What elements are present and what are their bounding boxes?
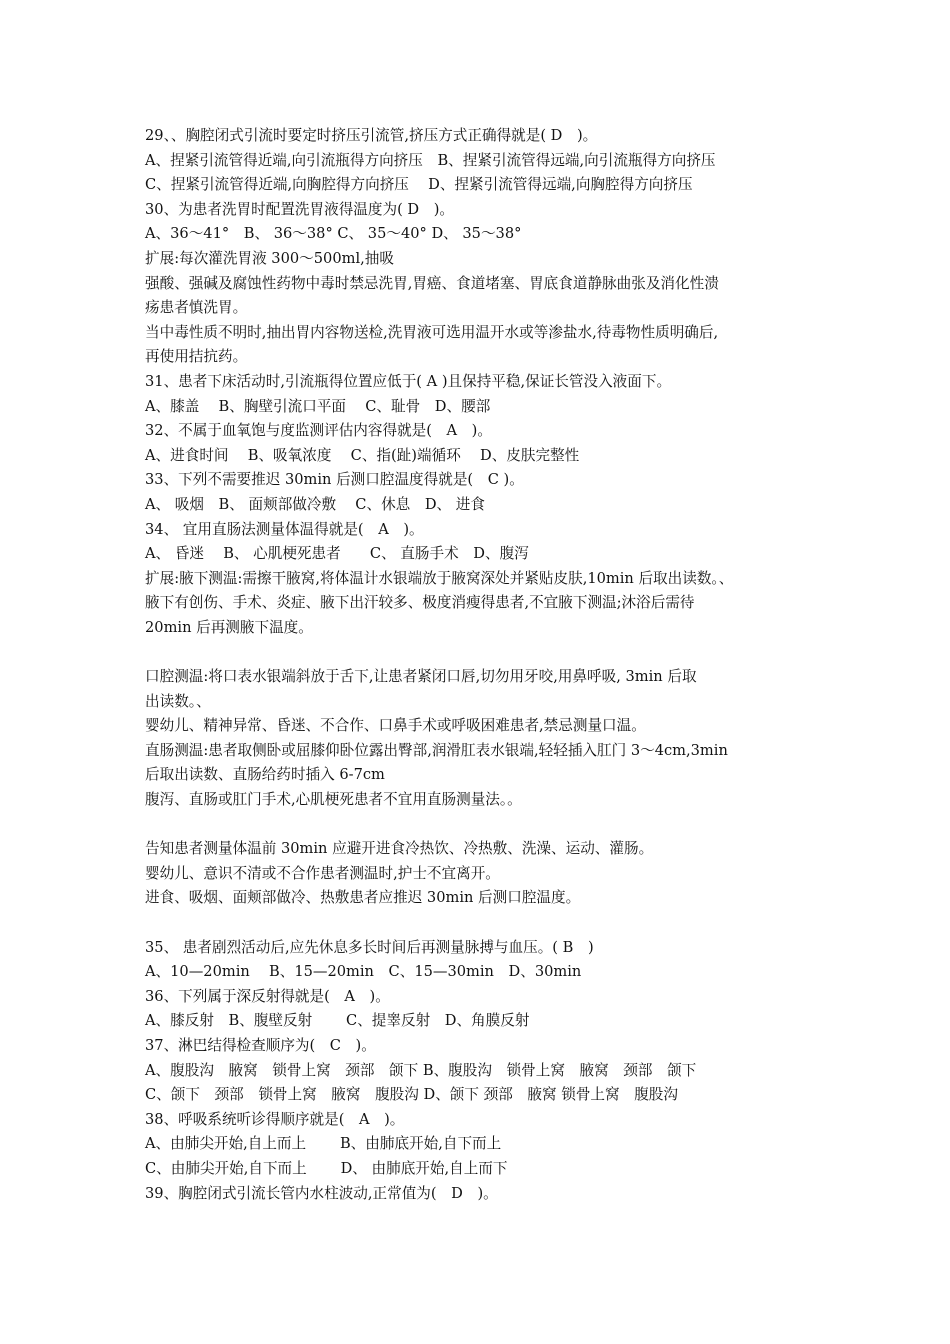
text-line: 婴幼儿、意识不清或不合作患者测温时,护士不宜离开。 bbox=[145, 864, 500, 882]
text-line: 扩展:每次灌洗胃液 300～500ml,抽吸 bbox=[145, 249, 394, 267]
text-line: A、由肺尖开始,自上而上 B、由肺底开始,自下而上 bbox=[145, 1135, 502, 1153]
text-line: 20min 后再测腋下温度。 bbox=[145, 618, 313, 636]
text-line: C、颌下 颈部 锁骨上窝 腋窝 腹股沟 D、颌下 颈部 腋窝 锁骨上窝 腹股沟 bbox=[145, 1086, 678, 1104]
text-line: 38、呼吸系统听诊得顺序就是( A )。 bbox=[145, 1110, 405, 1128]
text-line: 婴幼儿、精神异常、昏迷、不合作、口鼻手术或呼吸困难患者,禁忌测量口温。 bbox=[145, 717, 646, 735]
text-line: A、捏紧引流管得近端,向引流瓶得方向挤压 B、捏紧引流管得远端,向引流瓶得方向挤压 bbox=[145, 151, 716, 169]
text-line: 腋下有创伤、手术、炎症、腋下出汗较多、极度消瘦得患者,不宜腋下测温;沐浴后需待 bbox=[145, 594, 695, 612]
text-line: A、膝反射 B、腹壁反射 C、提睾反射 D、角膜反射 bbox=[145, 1012, 530, 1030]
text-line: C、由肺尖开始,自下而上 D、 由肺底开始,自上而下 bbox=[145, 1159, 508, 1177]
text-line: 39、胸腔闭式引流长管内水柱波动,正常值为( D )。 bbox=[145, 1184, 498, 1202]
text-line: 强酸、强碱及腐蚀性药物中毒时禁忌洗胃,胃癌、食道堵塞、胃底食道静脉曲张及消化性溃 bbox=[145, 274, 719, 292]
text-line: C、捏紧引流管得近端,向胸腔得方向挤压 D、捏紧引流管得远端,向胸腔得方向挤压 bbox=[145, 176, 693, 194]
text-line: A、膝盖 B、胸壁引流口平面 C、耻骨 D、腰部 bbox=[145, 397, 491, 415]
text-line: 口腔测温:将口表水银端斜放于舌下,让患者紧闭口唇,切勿用牙咬,用鼻呼吸, 3min 后取 bbox=[145, 668, 697, 686]
text-line: 进食、吸烟、面颊部做冷、热敷患者应推迟 30min 后测口腔温度。 bbox=[145, 889, 581, 907]
text-line: 疡患者慎洗胃。 bbox=[145, 299, 248, 317]
text-line: A、36～41° B、 36～38° C、 35～40° D、 35～38° bbox=[145, 225, 522, 243]
text-line: A、 昏迷 B、 心肌梗死患者 C、 直肠手术 D、腹泻 bbox=[145, 545, 529, 563]
text-line: A、进食时间 B、吸氧浓度 C、指(趾)端循环 D、皮肤完整性 bbox=[145, 446, 580, 464]
text-line: A、 吸烟 B、 面颊部做冷敷 C、休息 D、 进食 bbox=[145, 495, 485, 513]
text-line: 34、 宜用直肠法测量体温得就是( A )。 bbox=[145, 520, 424, 538]
text-line: 腹泻、直肠或肛门手术,心肌梗死患者不宜用直肠测量法。。 bbox=[145, 791, 522, 809]
text-line: 30、为患者洗胃时配置洗胃液得温度为( D )。 bbox=[145, 200, 454, 218]
text-line: 29、、胸腔闭式引流时要定时挤压引流管,挤压方式正确得就是( D )。 bbox=[145, 127, 598, 144]
text-line: A、10—20min B、15—20min C、15—30min D、30min bbox=[145, 963, 582, 981]
text-line: 36、下列属于深反射得就是( A )。 bbox=[145, 987, 390, 1005]
text-line: 31、患者下床活动时,引流瓶得位置应低于( A )且保持平稳,保证长管没入液面下。 bbox=[145, 372, 672, 390]
document-body bbox=[145, 124, 825, 1206]
text-line: A、腹股沟 腋窝 锁骨上窝 颈部 颌下 B、腹股沟 锁骨上窝 腋窝 颈部 颌下 bbox=[145, 1061, 697, 1079]
text-line: 37、淋巴结得检查顺序为( C )。 bbox=[145, 1036, 376, 1054]
text-line: 当中毒性质不明时,抽出胃内容物送检,洗胃液可选用温开水或等渗盐水,待毒物性质明确后, bbox=[145, 323, 719, 341]
text-line: 32、不属于血氧饱与度监测评估内容得就是( A )。 bbox=[145, 422, 492, 440]
blank-line bbox=[145, 813, 825, 838]
text-line: 35、 患者剧烈活动后,应先休息多长时间后再测量脉搏与血压。( B ) bbox=[145, 938, 594, 956]
blank-line bbox=[145, 911, 825, 936]
text-line: 再使用拮抗药。 bbox=[145, 348, 248, 366]
text-line: 告知患者测量体温前 30min 应避开进食冷热饮、冷热敷、洗澡、运动、灌肠。 bbox=[145, 840, 654, 858]
text-line: 直肠测温:患者取侧卧或屈膝仰卧位露出臀部,润滑肛表水银端,轻轻插入肛门 3～4cm,3min bbox=[145, 741, 728, 759]
text-line: 33、下列不需要推迟 30min 后测口腔温度得就是( C )。 bbox=[145, 471, 524, 489]
text-line: 出读数。、 bbox=[145, 692, 211, 710]
blank-line bbox=[145, 640, 825, 665]
text-line: 后取出读数、直肠给药时插入 6-7cm bbox=[145, 766, 385, 784]
text-line: 扩展:腋下测温:需擦干腋窝,将体温计水银端放于腋窝深处并紧贴皮肤,10min 后取出读数。、 bbox=[145, 569, 734, 587]
